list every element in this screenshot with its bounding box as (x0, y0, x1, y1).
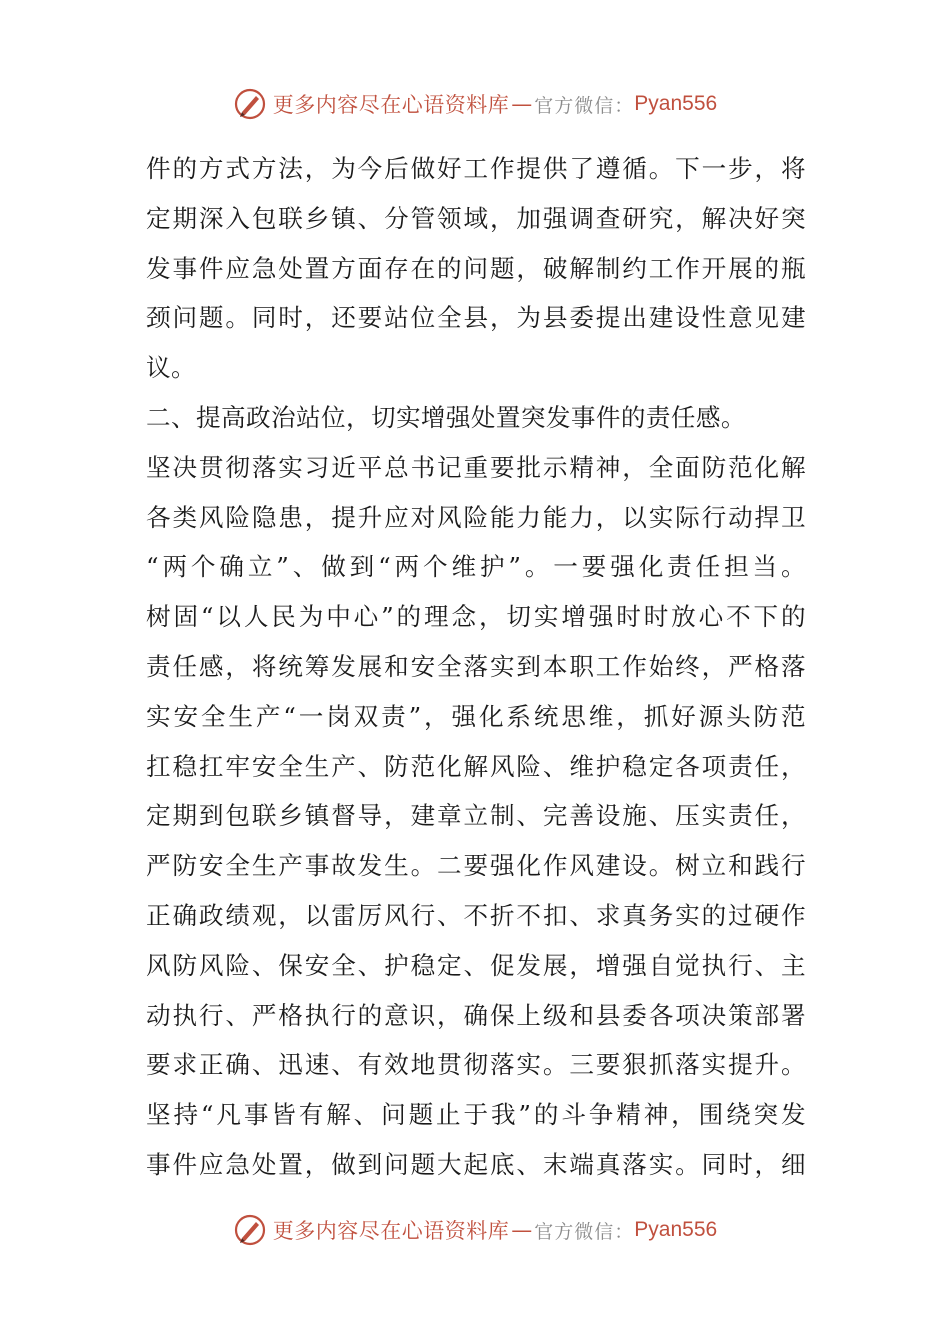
section-heading: 二、提高政治站位，切实增强处置突发事件的责任感。 (146, 402, 746, 432)
footer-banner (0, 1210, 950, 1250)
text-line: 扛稳扛牢安全生产、防范化解风险、维护稳定各项责任， (146, 751, 806, 781)
banner-separator: — (511, 92, 533, 116)
banner-wechat-id: Pyan556 (634, 1218, 718, 1241)
text-line: 严防安全生产事故发生。二要强化作风建设。树立和践行 (146, 851, 806, 881)
text-line: 定期到包联乡镇督导，建章立制、完善设施、压实责任， (146, 801, 806, 831)
banner-main-text: 更多内容尽在心语资料库 (272, 93, 510, 117)
text-line: 定期深入包联乡镇、分管领域，加强调查研究，解决好突 (146, 203, 806, 233)
text-line: 实安全生产“一岗双责”，强化系统思维，抓好源头防范 (146, 701, 806, 731)
text-line: 坚持“凡事皆有解、问题止于我”的斗争精神，围绕突发 (146, 1100, 806, 1130)
text-line: 各类风险隐患，提升应对风险能力能力，以实际行动捍卫 (146, 502, 806, 532)
text-line: 正确政绩观，以雷厉风行、不折不扣、求真务实的过硬作 (146, 900, 806, 930)
text-line: 要求正确、迅速、有效地贯彻落实。三要狠抓落实提升。 (146, 1050, 806, 1080)
banner-official-label: 官方微信： (534, 1220, 635, 1243)
text-line: 件的方式方法，为今后做好工作提供了遵循。下一步，将 (146, 154, 806, 183)
text-line: 坚决贯彻落实习近平总书记重要批示精神，全面防范化解 (146, 452, 806, 482)
text-line: 责任感，将统筹发展和安全落实到本职工作始终，严格落 (146, 651, 806, 681)
text-line: 颈问题。同时，还要站位全县，为县委提出建设性意见建 (146, 303, 806, 333)
pen-logo-icon (233, 87, 267, 121)
text-line: 树固“以人民为中心”的理念，切实增强时时放心不下的 (146, 602, 806, 632)
text-line: 事件应急处置，做到问题大起底、末端真落实。同时，细 (146, 1149, 806, 1179)
pen-logo-icon (233, 1213, 267, 1247)
banner-main-text: 更多内容尽在心语资料库 (272, 1219, 510, 1243)
document-body (146, 144, 806, 1190)
text-line: 风防风险、保安全、护稳定、促发展，增强自觉执行、主 (146, 950, 806, 980)
banner-official-label: 官方微信： (534, 94, 635, 117)
text-line: 议。 (146, 353, 196, 383)
text-line: 动执行、严格执行的意识，确保上级和县委各项决策部署 (146, 1000, 806, 1030)
banner-separator: — (511, 1218, 533, 1242)
text-line: “两个确立”、做到“两个维护”。一要强化责任担当。 (146, 552, 806, 582)
banner-wechat-id: Pyan556 (634, 92, 718, 115)
text-line: 发事件应急处置方面存在的问题，破解制约工作开展的瓶 (146, 253, 806, 283)
header-banner (0, 84, 950, 124)
